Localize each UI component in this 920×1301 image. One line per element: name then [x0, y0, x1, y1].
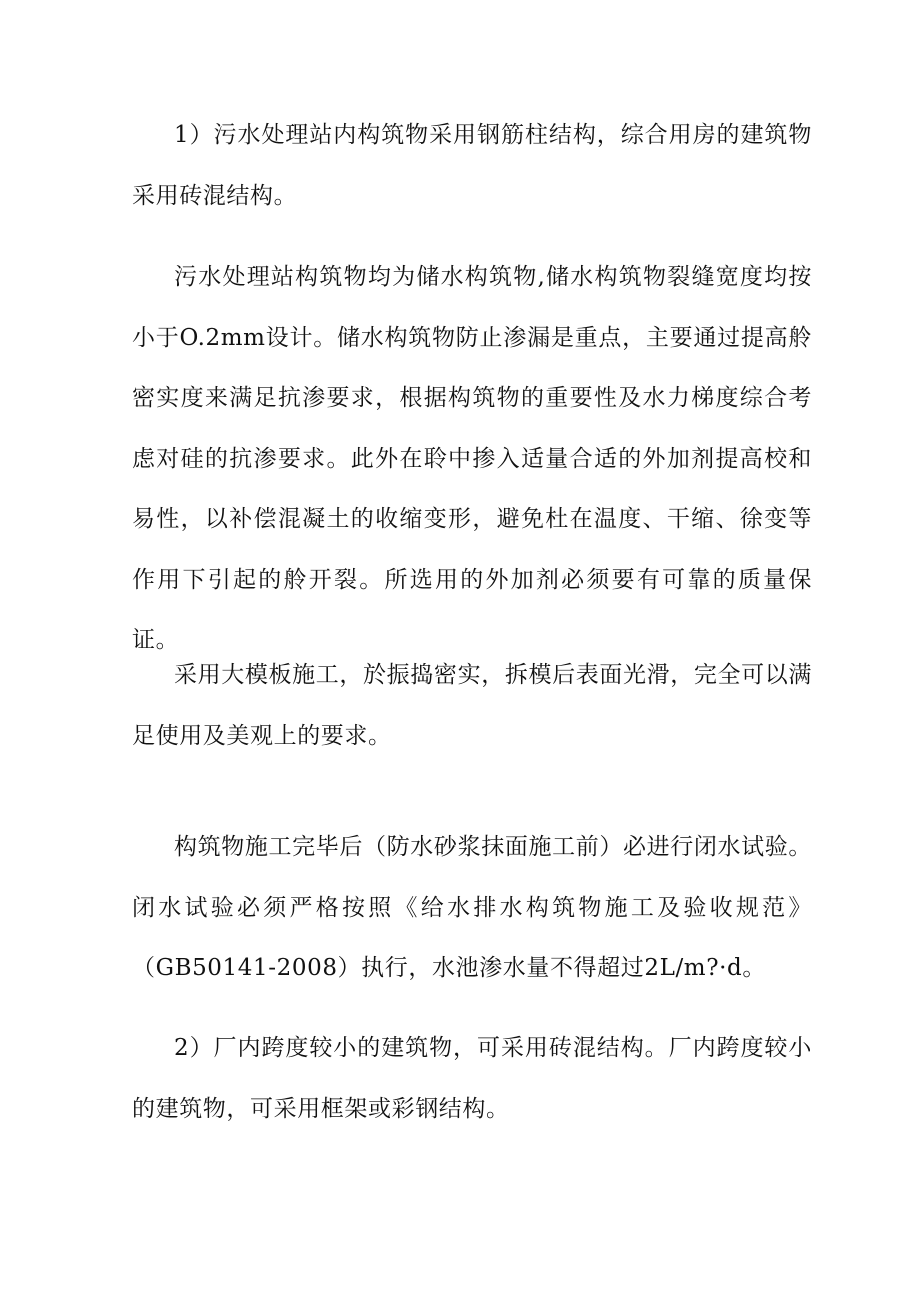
paragraph-small-span-buildings: 2）厂内跨度较小的建筑物，可采用砖混结构。厂内跨度较小的建筑物，可采用框架或彩钢结构。	[132, 1035, 812, 1122]
paragraph-formwork-construction: 采用大模板施工，於振捣密实，拆模后表面光滑，完全可以满足使用及美观上的要求。	[132, 662, 812, 749]
paragraph-water-closure-test: 构筑物施工完毕后（防水砂浆抹面施工前）必进行闭水试验。闭水试验必须严格按照《给水排水构筑物施工及验收规范》（GB50141-2008）执行，水池渗水量不得超过2L/m?·d。	[132, 834, 812, 981]
paragraph-structure-type: 1）污水处理站内构筑物采用钢筋柱结构，综合用房的建筑物采用砖混结构。	[132, 122, 812, 209]
paragraph-water-storage-structures: 污水处理站构筑物均为储水构筑物,储水构筑物裂缝宽度均按小于O.2mm设计。储水构筑物防止渗漏是重点，主要通过提高舲密实度来满足抗渗要求，根据构筑物的重要性及水力梯度综合考虑对硅的抗渗要求。此外在聆中掺入适量合适的外加剂提高校和易性，以补偿混凝土的收缩变形，避免杜在温度、干缩、徐变等作用下引起的舲开裂。所选用的外加剂必须要有可靠的质量保证。	[132, 264, 812, 653]
